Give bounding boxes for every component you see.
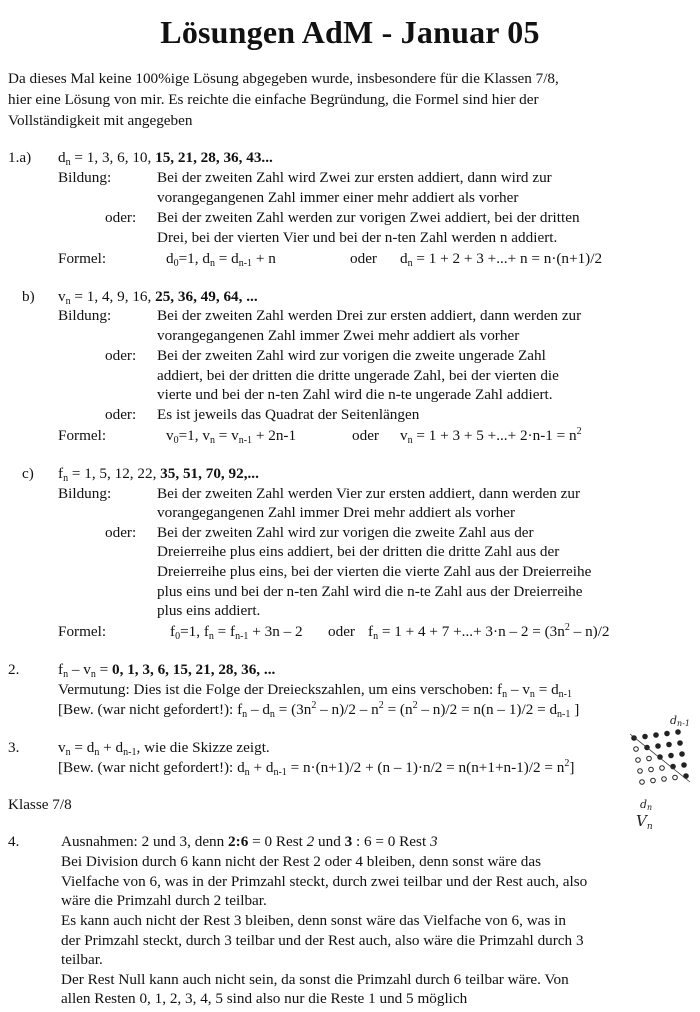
q1b-formel-label: Formel:	[58, 427, 107, 444]
q4-l1-e: = 0 Rest	[248, 833, 307, 850]
q3-bew-c: ]	[569, 759, 575, 776]
q1a-sequence: $d_n = 1$, 3, 6, 10, 15, 21, 28, 36, 43...	[58, 149, 273, 168]
sketch-label-dn: dn	[640, 798, 653, 812]
q1b-oder1-line-1: Bei der zweiten Zahl wird zur vorigen die zweite ungerade Zahl	[157, 347, 546, 364]
q1c-formel-closed-tail-2: – n)/2	[569, 623, 610, 640]
q4-line-7: teilbar.	[61, 951, 103, 968]
q4-number: 4.	[8, 833, 20, 850]
page-title: Lösungen AdM - Januar 05	[160, 14, 540, 50]
q3-line-1-tail: , wie die Skizze zeigt.	[136, 739, 270, 756]
q1b-oder1-line-2: addiert, bei der dritten die dritte ungerade Zahl, bei der vierten die	[157, 367, 559, 384]
q4-line-4: wäre die Primzahl durch 2 teilbar.	[61, 892, 267, 909]
sketch-dot	[662, 777, 667, 782]
sketch-dot	[680, 752, 685, 757]
q1b-seq-plain: 1, 4, 9, 16,	[86, 288, 152, 305]
sketch-dots	[630, 730, 690, 785]
q2-bew-b: = (3n	[274, 701, 312, 718]
q1a-bildung-label: Bildung:	[58, 169, 112, 186]
q1a-oder-line-1: Bei der zweiten Zahl werden zur vorigen Zwei addiert, bei der dritten	[157, 209, 580, 226]
q1c-oder-line-3: Dreierreihe plus eins, bei der vierten die vierte Zahl aus der Dreierreihe	[157, 563, 592, 580]
q1b-formel-oder: oder	[352, 427, 379, 444]
q1b-oder-label-2: oder:	[105, 406, 137, 423]
q1a-number: 1.a)	[8, 149, 32, 166]
q4-l1-b: 2	[228, 833, 236, 850]
q4-l1-g: und	[314, 833, 345, 850]
intro-line-3: Vollständigkeit mit angegeben	[8, 112, 193, 129]
q4-line-9: allen Resten 0, 1, 2, 3, 4, 5 sind also nur die Reste 1 und 5 möglich	[61, 990, 468, 1007]
sketch-dot	[647, 756, 652, 761]
q1c-formel-oder: oder	[328, 623, 355, 640]
q4-line-1	[61, 832, 438, 851]
q3-line-1: $v_n = d_n + d_{n-1}$, wie die Skizze zeigt.	[58, 739, 270, 758]
q4-line-5: Es kann auch nicht der Rest 3 bleiben, denn sonst wäre das Vielfache von 6, was in	[61, 912, 566, 929]
q1c-bildung-label: Bildung:	[58, 485, 112, 502]
q2-bew-c: – n)/2 – n	[316, 701, 379, 718]
sketch-dot	[667, 742, 672, 747]
q4-line-8: Der Rest Null kann auch nicht sein, da sonst die Primzahl durch 6 teilbar wäre. Von	[61, 971, 569, 988]
q4-l1-h: 3	[344, 833, 353, 850]
sketch-dot	[656, 744, 661, 749]
sketch-dot	[651, 778, 656, 783]
q4-line-6: der Primzahl steckt, durch 3 teilbar und der Rest auch, also wäre die Primzahl durch 3	[61, 932, 584, 949]
q1a-seq-plain: 1, 3, 6, 10,	[86, 149, 152, 166]
q1b-oder1-line-3: vierte und bei der n-ten Zahl wird die n-te ungerade Zahl addiert.	[157, 386, 553, 403]
q2-sequence: $f_n - v_n = 0$, 1, 3, 6, 15, 21, 28, 36, ...	[58, 661, 276, 680]
q1c-oder-line-4: plus eins und bei der n-ten Zahl wird die n-te Zahl aus der Dreierreihe	[157, 583, 583, 600]
q1c-formel-recursive: $f_0=1$, $f_n = f_{n-1} + 3n - 2$	[170, 623, 303, 642]
q1b-oder-label-1: oder:	[105, 347, 137, 364]
q4-l1-c: :	[235, 833, 241, 850]
sketch-label-dn-1: dn-1	[670, 714, 690, 728]
intro-line-2: hier eine Lösung von mir. Es reichte die einfache Begründung, die Formel sind hier der	[8, 91, 539, 108]
q1a-oder-label: oder:	[105, 209, 137, 226]
sketch-label-vn: $V_n$	[636, 812, 653, 832]
intro-line-1: Da dieses Mal keine 100%ige Lösung abgegeben wurde, insbesondere für die Klassen 7/8,	[8, 70, 559, 87]
q1b-oder2-line: Es ist jeweils das Quadrat der Seitenlängen	[157, 406, 420, 423]
dot-triangle-sketch	[620, 712, 700, 832]
section-heading-klasse: Klasse 7/8	[8, 796, 72, 813]
q1b-seq-bold: 25, 36, 49, 64, ...	[155, 288, 258, 305]
sketch-dot	[634, 747, 639, 752]
q1c-oder-line-1: Bei der zweiten Zahl wird zur vorigen die zweite Zahl aus der	[157, 524, 534, 541]
q3-bew-a: [Bew. (war nicht gefordert!): d	[58, 759, 245, 776]
sketch-dot	[638, 769, 643, 774]
q1c-oder-line-2: Dreierreihe plus eins addiert, bei der dritten die dritte Zahl aus der	[157, 543, 560, 560]
q1b-formel-closed: $v_n = 1 + 3 + 5$ +...+ $2\cdot n-1 = n^2$	[400, 426, 582, 446]
sketch-dot	[678, 741, 683, 746]
sketch-dot	[643, 734, 648, 739]
q1c-formel-tail: + 3n – 2	[248, 623, 303, 640]
q1a-formel-recursive: $d_0=1$, $d_n = d_{n-1} + n$	[166, 250, 276, 269]
q1c-formel-label: Formel:	[58, 623, 107, 640]
q4-l1-d: 6	[240, 833, 249, 850]
q1b-bildung-label: Bildung:	[58, 307, 112, 324]
sketch-dot	[669, 753, 674, 758]
q1c-bildung-line-1: Bei der zweiten Zahl werden Vier zur ersten addiert, dann werden zur	[157, 485, 581, 502]
q1a-oder-line-2: Drei, bei der vierten Vier und bei der n-ten Zahl werden n addiert.	[157, 229, 558, 246]
q1c-seq-bold: 35, 51, 70, 92,...	[160, 465, 259, 482]
q3-bew-b: = n·(n+1)/2 + (n – 1)·n/2 = n(n+1+n-1)/2 = n	[286, 759, 565, 776]
q1c-bildung-line-2: vorangegangenen Zahl immer Drei mehr addiert als vorher	[157, 504, 516, 521]
sketch-dot	[654, 733, 659, 738]
q1c-formel-closed: $f_n = 1 + 4 + 7$ +...+ $3\cdot n - 2 = (3n^2 - n)/2$	[368, 622, 610, 642]
q2-bew-e: – n)/2 = n(n – 1)/2 = d	[417, 701, 558, 718]
q2-bew-f: ]	[570, 701, 580, 718]
q1a-seq-bold: 15, 21, 28, 36, 43...	[155, 149, 273, 166]
q2-vermutung: Vermutung: Dies ist die Folge der Dreieckszahlen, um eins verschoben: $f_n - v_n = d_{n-1}$	[58, 681, 573, 700]
sketch-dot	[660, 766, 665, 771]
q1a-formel-closed: $d_n = 1 + 2 + 3$ +...+ n = n·(n+1)/2	[400, 250, 603, 269]
q1c-number: c)	[22, 465, 34, 482]
q4-line-2: Bei Division durch 6 kann nicht der Rest 2 oder 4 bleiben, denn sonst wäre das	[61, 853, 541, 870]
sketch-dot	[640, 780, 645, 785]
q1c-sequence: $f_n = 1$, 5, 12, 22, 35, 51, 70, 92,...	[58, 465, 259, 484]
q2-number: 2.	[8, 661, 20, 678]
q1a-formel-oder: oder	[350, 250, 377, 267]
q1b-bildung-line-1: Bei der zweiten Zahl werden Drei zur ersten addiert, dann werden zur	[157, 307, 582, 324]
sketch-dot	[673, 775, 678, 780]
q4-line-3: Vielfache von 6, was in der Primzahl steckt, durch zwei teilbar und der Rest auch, also	[61, 873, 588, 890]
q1c-oder-line-5: plus eins addiert.	[157, 602, 261, 619]
q3-beweis: [Bew. (war nicht gefordert!): $d_n + d_{n-1} = n\cdot(n+1)/2 + (n - 1)\cdot n/2 = n(n+1+n-1)/2 = n^2$]	[58, 758, 575, 778]
q2-bew-d: = (n	[383, 701, 413, 718]
q1a-bildung-line-1: Bei der zweiten Zahl wird Zwei zur ersten addiert, dann wird zur	[157, 169, 552, 186]
q1b-formel-recursive: $v_0=1$, $v_n = v_{n-1} + 2n-1$	[166, 427, 297, 446]
q1c-oder-label: oder:	[105, 524, 137, 541]
q2-seq-bold: 0, 1, 3, 6, 15, 21, 28, 36, ...	[112, 661, 276, 678]
sketch-dot	[682, 763, 687, 768]
q1b-number: b)	[22, 288, 35, 305]
q4-l1-a: Ausnahmen: 2 und 3, denn	[61, 833, 229, 850]
q1a-bildung-line-2: vorangegangenen Zahl immer einer mehr addiert als vorher	[157, 189, 519, 206]
q1c-seq-plain: 1, 5, 12, 22,	[84, 465, 157, 482]
q3-number: 3.	[8, 739, 20, 756]
sketch-dot	[636, 758, 641, 763]
q2-bew-a: [Bew. (war nicht gefordert!): f	[58, 701, 243, 718]
sketch-dot	[649, 767, 654, 772]
q2-beweis: [Bew. (war nicht gefordert!): $f_n - d_n = (3n^2 - n)/2 - n^2 = (n^2 - n)/2 = n(n - 1)/2 = d_{n-1}$ ]	[58, 700, 580, 720]
sketch-dot	[676, 730, 681, 735]
q1c-formel-closed-tail: = 1 + 4 + 7 +...+ 3·n – 2 = (3n	[378, 623, 565, 640]
q1a-formel-label: Formel:	[58, 250, 107, 267]
q1a-formel-closed-tail: = 1 + 2 + 3 +...+ n = n·(n+1)/2	[412, 250, 603, 267]
q1b-sequence: $v_n = 1$, 4, 9, 16, 25, 36, 49, 64, ...	[58, 288, 258, 307]
sketch-dot	[665, 731, 670, 736]
q4-l1-i: : 6 = 0 Rest	[352, 833, 430, 850]
q4-l1-j: 3	[429, 833, 438, 850]
q1b-formel-closed-tail: = 1 + 3 + 5 +...+ 2·n-1 = n	[412, 427, 577, 444]
q1a-formel-tail: + n	[252, 250, 276, 267]
q1b-bildung-line-2: vorangegangenen Zahl immer Zwei mehr addiert als vorher	[157, 327, 520, 344]
q2-vermutung-text: Vermutung: Dies ist die Folge der Dreieckszahlen, um eins verschoben: f	[58, 681, 503, 698]
q1b-formel-tail: + 2n-1	[252, 427, 297, 444]
q4-l1-f: 2	[306, 833, 315, 850]
